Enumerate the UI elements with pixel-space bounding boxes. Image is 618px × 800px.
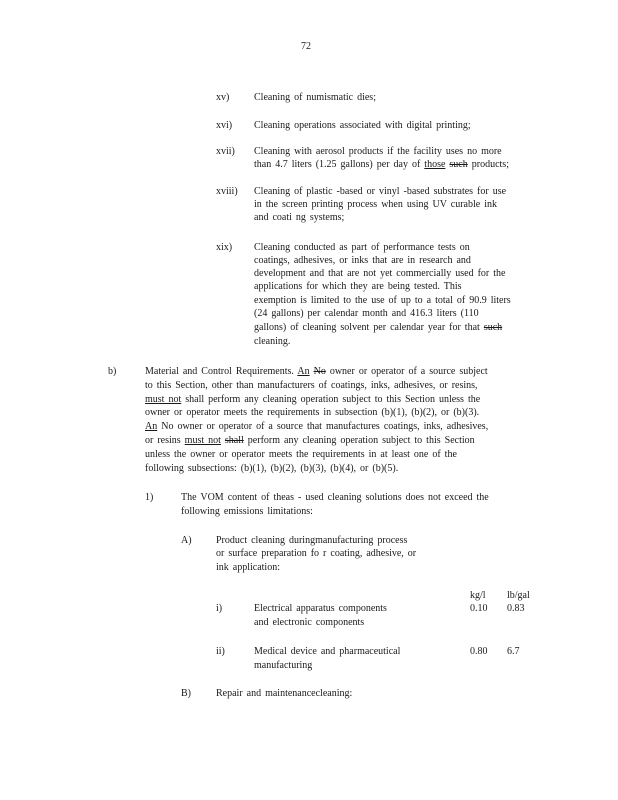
sub-a-line1: Product cleaning duringmanufacturing process: [216, 535, 408, 546]
item-xix-line4: applications for which they are being tested. This: [254, 281, 462, 292]
table-row-line2: and electronic components: [254, 617, 365, 628]
item-xix-line3: development and that are not yet commercially used for the: [254, 268, 506, 279]
item-xviii-line2: in the screen printing process when using UV curable ink: [254, 199, 497, 210]
item-xix-line7: gallons) of cleaning solvent per calendar year for that such: [254, 322, 503, 333]
table-row-line1: Medical device and pharmaceutical: [254, 646, 401, 657]
section-b-line1: Material and Control Requirements. An No owner or operator of a source subject: [145, 366, 488, 377]
table-row-line2: manufacturing: [254, 660, 313, 671]
table-row-line1: Electrical apparatus components: [254, 603, 387, 614]
item-xix-line5: exemption is limited to the use of up to a total of 90.9 liters: [254, 295, 511, 306]
table-cell-lb: 6.7: [507, 646, 520, 657]
item-xix-line2: coatings, adhesives, or inks that are in research and: [254, 255, 471, 266]
item-xvi-text: Cleaning operations associated with digital printing;: [254, 120, 471, 131]
table-row-marker: i): [216, 603, 223, 614]
item-xv-text: Cleaning of numismatic dies;: [254, 92, 376, 103]
section-b-line7: unless the owner or operator meets the requirements in at least one of the: [145, 449, 457, 460]
sub-1-line2: following emissions limitations:: [181, 506, 313, 517]
item-xviii-line1: Cleaning of plastic -based or vinyl -based substrates for use: [254, 186, 507, 197]
page-number: 72: [301, 41, 311, 52]
item-xvii-line1: Cleaning with aerosol products if the facility uses no more: [254, 146, 502, 157]
item-xvii-line2: than 4.7 liters (1.25 gallons) per day of those such products;: [254, 159, 509, 170]
section-b-line5: An No owner or operator of a source that manufactures coatings, inks, adhesives,: [145, 421, 489, 432]
table-cell-kg: 0.80: [470, 646, 488, 657]
sub-a-line3: ink application:: [216, 562, 280, 573]
section-b-line6: or resins must not shall perform any cleaning operation subject to this Section: [145, 435, 475, 446]
item-xv-marker: xv): [216, 92, 230, 103]
item-xviii-marker: xviii): [216, 186, 238, 197]
item-xix-line1: Cleaning conducted as part of performance tests on: [254, 242, 470, 253]
table-header-lb: lb/gal: [507, 590, 530, 601]
item-xvii-marker: xvii): [216, 146, 235, 157]
item-xix-marker: xix): [216, 242, 233, 253]
section-b-line3: must not shall perform any cleaning operation subject to this Section unless the: [145, 394, 481, 405]
table-row-marker: ii): [216, 646, 225, 657]
sub-b-line1: Repair and maintenancecleaning:: [216, 688, 353, 699]
item-xviii-line3: and coati ng systems;: [254, 212, 345, 223]
sub-a-marker: A): [181, 535, 192, 546]
table-cell-kg: 0.10: [470, 603, 488, 614]
section-b-line2: to this Section, other than manufacturers of coatings, inks, adhesives, or resins,: [145, 380, 478, 391]
section-b-line4: owner or operator meets the requirements in subsection (b)(1), (b)(2), or (b)(3).: [145, 407, 480, 418]
section-b-marker: b): [108, 366, 117, 377]
sub-1-marker: 1): [145, 492, 154, 503]
item-xvi-marker: xvi): [216, 120, 233, 131]
item-xix-line6: (24 gallons) per calendar month and 416.3 liters (110: [254, 308, 479, 319]
sub-1-line1: The VOM content of theas - used cleaning solutions does not exceed the: [181, 492, 489, 503]
section-b-line8: following subsections: (b)(1), (b)(2), (b)(3), (b)(4), or (b)(5).: [145, 463, 399, 474]
sub-a-line2: or surface preparation fo r coating, adhesive, or: [216, 548, 417, 559]
item-xix-line8: cleaning.: [254, 336, 291, 347]
sub-b-marker: B): [181, 688, 191, 699]
table-header-kg: kg/l: [470, 590, 486, 601]
table-cell-lb: 0.83: [507, 603, 525, 614]
